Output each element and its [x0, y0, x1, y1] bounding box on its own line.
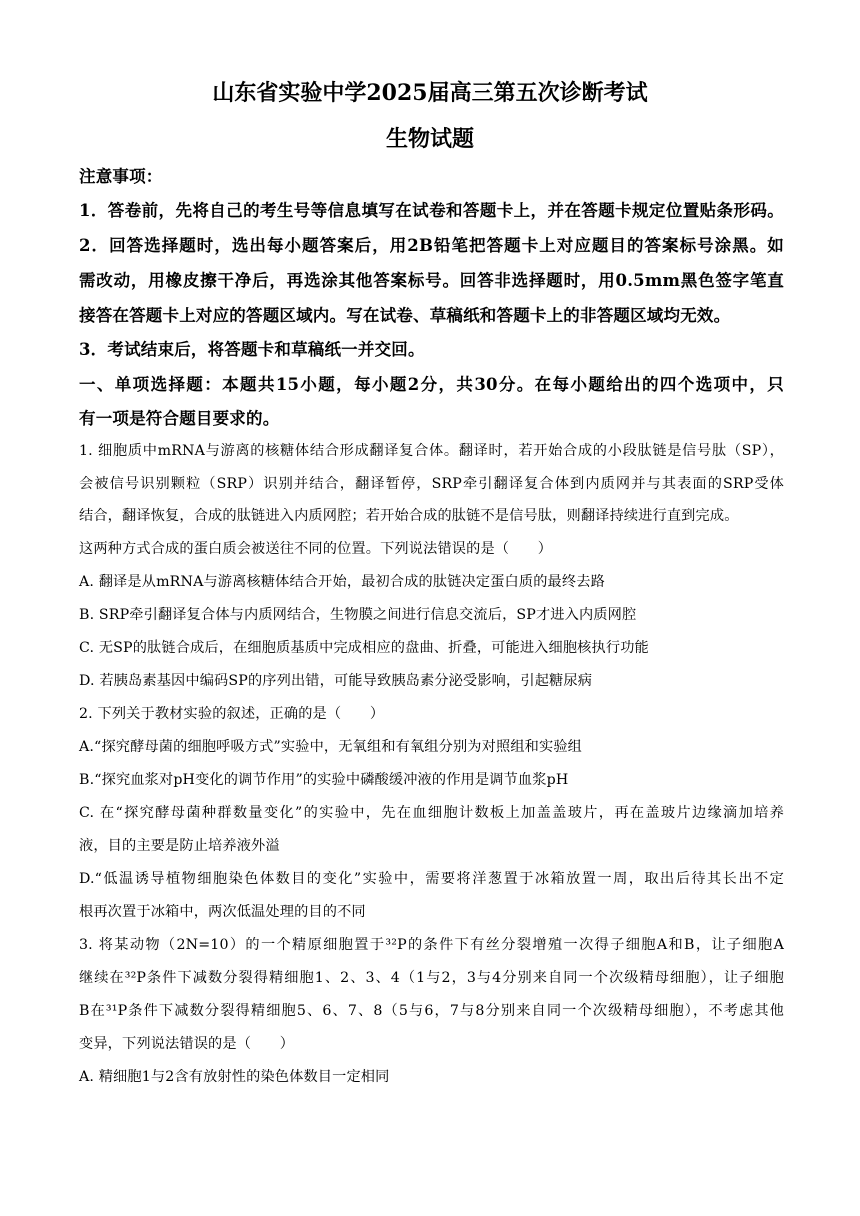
q1-stem-line-3: 结合，翻译恢复，合成的肽链进入内质网腔；若开始合成的肽链不是信号肽，则翻译持续进行直到完成。	[79, 508, 739, 524]
q2-stem: 2. 下列关于教材实验的叙述，正确的是（ ）	[79, 706, 385, 722]
q2-option-a: A.“探究酵母菌的细胞呼吸方式”实验中，无氧组和有氧组分别为对照组和实验组	[79, 739, 583, 755]
q2-option-c-line-1: C. 在“探究酵母菌种群数量变化”的实验中，先在血细胞计数板上加盖盖玻片，再在盖玻片边缘滴加培养	[79, 805, 784, 821]
q3-stem-line-2: 继续在³²P条件下减数分裂得精细胞1、2、3、4（1与2，3与4分别来自同一个次级精母细胞），让子细胞	[79, 970, 784, 986]
notice-item-1: 1．答卷前，先将自己的考生号等信息填写在试卷和答题卡上，并在答题卡规定位置贴条形码。	[79, 201, 784, 220]
notice-item-2-line-3: 接答在答题卡上对应的答题区域内。写在试卷、草稿纸和答题卡上的非答题区域均无效。	[79, 306, 731, 325]
section-heading-line-2: 有一项是符合题目要求的。	[79, 409, 280, 428]
notice-heading: 注意事项：	[79, 167, 163, 186]
section-heading-line-1: 一、单项选择题：本题共15小题，每小题2分，共30分。在每小题给出的四个选项中，只	[79, 375, 784, 394]
q3-stem-line-3: B在³¹P条件下减数分裂得精细胞5、6、7、8（5与6，7与8分别来自同一个次级精母细胞），不考虑其他	[79, 1003, 784, 1019]
q1-option-a: A. 翻译是从mRNA与游离核糖体结合开始，最初合成的肽链决定蛋白质的最终去路	[79, 574, 605, 590]
exam-subtitle: 生物试题	[385, 126, 474, 152]
q2-option-c-line-2: 液，目的主要是防止培养液外溢	[79, 838, 280, 854]
notice-item-2-line-2: 需改动，用橡皮擦干净后，再选涂其他答案标号。回答非选择题时，用0.5mm黑色签字笔直	[79, 271, 784, 290]
q3-stem-line-4: 变异，下列说法错误的是（ ）	[79, 1036, 295, 1052]
notice-item-2-line-1: 2．回答选择题时，选出每小题答案后，用2B铅笔把答题卡上对应题目的答案标号涂黑。如	[79, 236, 784, 255]
q1-option-c: C. 无SP的肽链合成后，在细胞质基质中完成相应的盘曲、折叠，可能进入细胞核执行功能	[79, 640, 649, 656]
q3-stem-line-1: 3. 将某动物（2N=10）的一个精原细胞置于³²P的条件下有丝分裂增殖一次得子细胞A和B，让子细胞A	[79, 937, 784, 953]
q1-stem-line-1: 1. 细胞质中mRNA与游离的核糖体结合形成翻译复合体。翻译时，若开始合成的小段肽链是信号肽（SP），	[79, 443, 784, 459]
q1-stem-line-2: 会被信号识别颗粒（SRP）识别并结合，翻译暂停，SRP牵引翻译复合体到内质网并与其表面的SRP受体	[79, 476, 784, 492]
q2-option-d-line-2: 根再次置于冰箱中，两次低温处理的目的不同	[79, 904, 366, 920]
q2-option-b: B.“探究血浆对pH变化的调节作用”的实验中磷酸缓冲液的作用是调节血浆pH	[79, 772, 569, 788]
exam-title: 山东省实验中学2025届高三第五次诊断考试	[212, 80, 648, 106]
q2-option-d-line-1: D.“低温诱导植物细胞染色体数目的变化”实验中，需要将洋葱置于冰箱放置一周，取出后待其长出不定	[79, 871, 784, 887]
q1-option-b: B. SRP牵引翻译复合体与内质网结合，生物膜之间进行信息交流后，SP才进入内质网腔	[79, 607, 637, 623]
notice-item-3: 3．考试结束后，将答题卡和草稿纸一并交回。	[79, 340, 425, 359]
q3-option-a: A. 精细胞1与2含有放射性的染色体数目一定相同	[79, 1069, 390, 1085]
q1-stem-line-4: 这两种方式合成的蛋白质会被送往不同的位置。下列说法错误的是（ ）	[79, 541, 553, 557]
q1-option-d: D. 若胰岛素基因中编码SP的序列出错，可能导致胰岛素分泌受影响，引起糖尿病	[79, 673, 593, 689]
